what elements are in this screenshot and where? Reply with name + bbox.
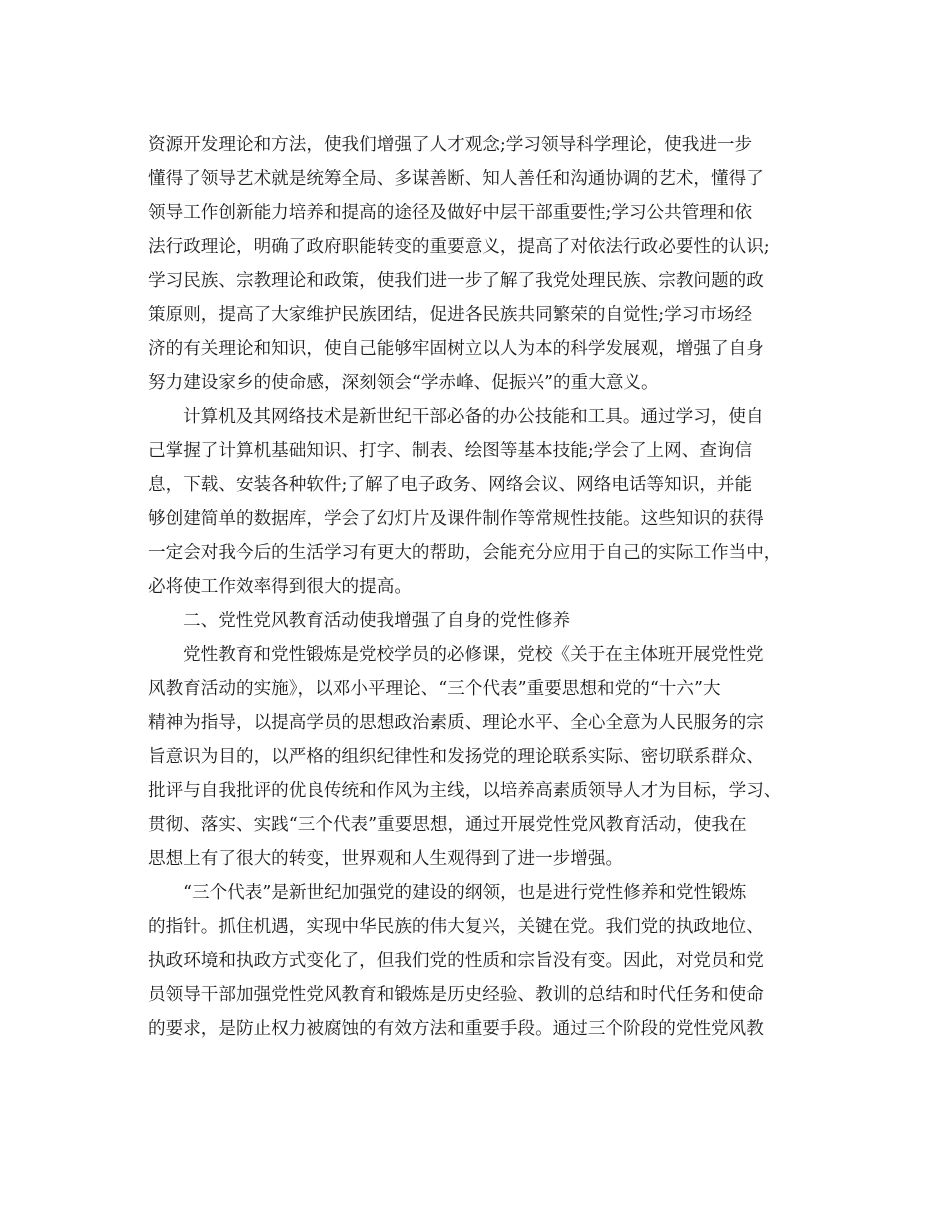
text-line: 党性教育和党性锻炼是党校学员的必修课，党校《关于在主体班开展党性党 — [183, 645, 764, 665]
text-line: 的指针。抓住机遇，实现中华民族的伟大复兴，关键在党。我们党的执政地位、 — [148, 917, 764, 937]
body-text — [148, 128, 808, 1046]
text-line: 息，下载、安装各种软件;了解了电子政务、网络会议、网络电话等知识，并能 — [148, 475, 753, 495]
text-line: “三个代表”是新世纪加强党的建设的纲领，也是进行党性修养和党性锻炼 — [183, 883, 747, 903]
text-line: 执政环境和执政方式变化了，但我们党的性质和宗旨没有变。因此，对党员和党 — [148, 951, 764, 971]
text-line: 二、党性党风教育活动使我增强了自身的党性修养 — [183, 611, 571, 631]
text-line: 懂得了领导艺术就是统筹全局、多谋善断、知人善任和沟通协调的艺术，懂得了 — [148, 169, 764, 189]
text-line: 批评与自我批评的优良传统和作风为主线，以培养高素质领导人才为目标，学习、 — [148, 781, 782, 801]
text-line: 学习民族、宗教理论和政策，使我们进一步了解了我党处理民族、宗教问题的政 — [148, 271, 764, 291]
text-line: 努力建设家乡的使命感，深刻领会“学赤峰、促振兴”的重大意义。 — [148, 373, 659, 393]
text-line: 济的有关理论和知识，使自己能够牢固树立以人为本的科学发展观，增强了自身 — [148, 339, 764, 359]
text-line: 思想上有了很大的转变，世界观和人生观得到了进一步增强。 — [148, 849, 624, 869]
text-line: 风教育活动的实施》，以邓小平理论、“三个代表”重要思想和党的“十六”大 — [148, 679, 721, 699]
text-line: 计算机及其网络技术是新世纪干部必备的办公技能和工具。通过学习，使自 — [183, 407, 764, 427]
text-line: 一定会对我今后的生活学习有更大的帮助，会能充分应用于自己的实际工作当中， — [148, 543, 782, 563]
text-line: 己掌握了计算机基础知识、打字、制表、绘图等基本技能;学会了上网、查询信 — [148, 441, 753, 461]
text-line: 法行政理论，明确了政府职能转变的重要意义，提高了对依法行政必要性的认识; — [148, 237, 770, 257]
text-line: 资源开发理论和方法，使我们增强了人才观念;学习领导科学理论，使我进一步 — [148, 135, 753, 155]
text-line: 领导工作创新能力培养和提高的途径及做好中层干部重要性;学习公共管理和依 — [148, 203, 753, 223]
text-line: 员领导干部加强党性党风教育和锻炼是历史经验、教训的总结和时代任务和使命 — [148, 985, 764, 1005]
text-line: 策原则，提高了大家维护民族团结，促进各民族共同繁荣的自觉性;学习市场经 — [148, 305, 753, 325]
text-line: 旨意识为目的，以严格的组织纪律性和发扬党的理论联系实际、密切联系群众、 — [148, 747, 764, 767]
text-line: 够创建简单的数据库，学会了幻灯片及课件制作等常规性技能。这些知识的获得 — [148, 509, 764, 529]
text-line: 必将使工作效率得到很大的提高。 — [148, 577, 412, 597]
text-line: 精神为指导，以提高学员的思想政治素质、理论水平、全心全意为人民服务的宗 — [148, 713, 764, 733]
text-line: 贯彻、落实、实践“三个代表”重要思想，通过开展党性党风教育活动，使我在 — [148, 815, 747, 835]
text-line: 的要求，是防止权力被腐蚀的有效方法和重要手段。通过三个阶段的党性党风教 — [148, 1019, 764, 1039]
